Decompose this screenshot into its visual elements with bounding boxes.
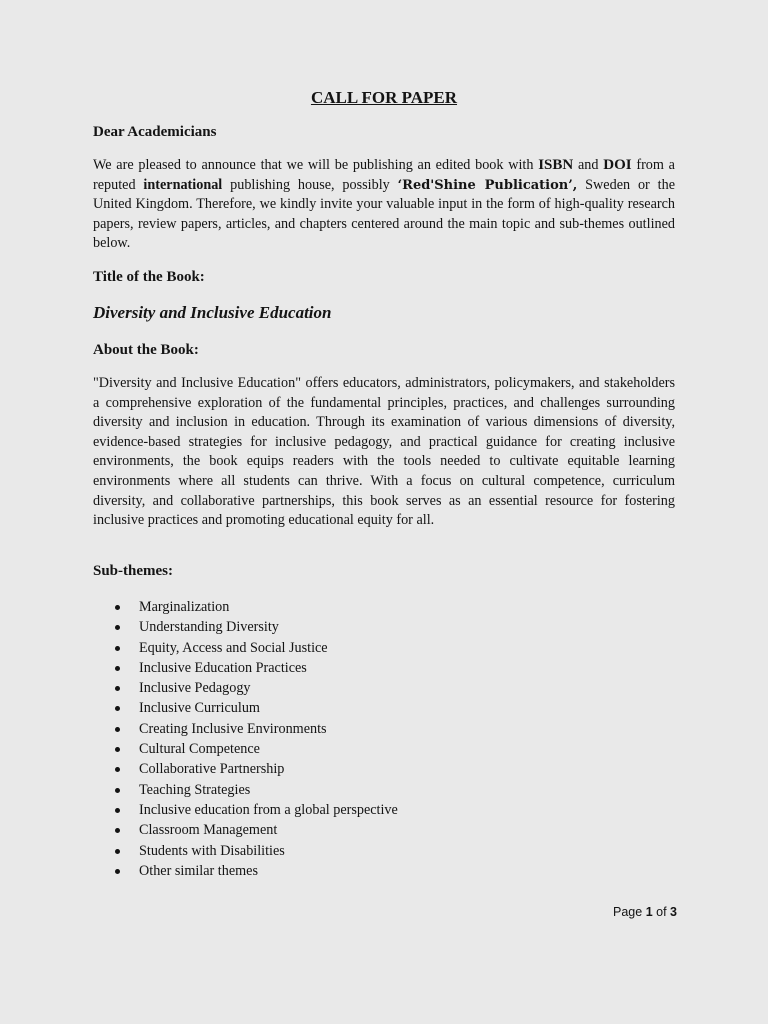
list-item (115, 800, 398, 820)
publisher-name: ‘Red'Shine Publication’, (397, 177, 578, 193)
list-item (115, 658, 398, 678)
list-item (115, 780, 398, 800)
intro-text-5: Sweden or the United Kingdom. Therefore, we kindly invite your valuable input in the form of high-quality research papers, review papers, articles, and chapters centered around the main topic and sub-themes outlined below. (93, 176, 675, 252)
page-number (613, 905, 677, 919)
bullet-icon (115, 767, 120, 772)
subtheme-label: Other similar themes (139, 862, 258, 879)
subtheme-label: Creating Inclusive Environments (139, 720, 327, 737)
intro-text-2: and (573, 157, 604, 173)
subtheme-label: Inclusive Education Practices (139, 659, 307, 676)
isbn-text: ISBN (538, 157, 574, 173)
bullet-icon (115, 686, 120, 691)
subtheme-label: Inclusive Curriculum (139, 700, 260, 717)
about-heading: About the Book: (93, 342, 199, 358)
bullet-icon (115, 625, 120, 630)
subtheme-label: Classroom Management (139, 822, 278, 839)
bullet-icon (115, 869, 120, 874)
international-text: international (143, 176, 223, 193)
list-item (115, 861, 398, 881)
subthemes-heading: Sub-themes: (93, 563, 174, 579)
list-item (115, 739, 398, 759)
bullet-icon (115, 747, 120, 752)
total-pages: 3 (670, 905, 677, 919)
bullet-icon (115, 605, 120, 610)
page-word: Page (613, 905, 643, 919)
title-heading: Title of the Book: (93, 269, 205, 285)
greeting: Dear Academicians (93, 124, 217, 140)
bullet-icon (115, 646, 120, 651)
subtheme-label: Inclusive education from a global perspective (139, 801, 398, 818)
bullet-icon (115, 666, 120, 671)
list-item (115, 617, 398, 637)
subtheme-label: Marginalization (139, 599, 230, 615)
document-title: CALL FOR PAPER (310, 88, 458, 107)
list-item (115, 841, 398, 861)
bullet-icon (115, 788, 120, 793)
intro-text-1: We are pleased to announce that we will be publishing an edited book with (93, 157, 539, 173)
subtheme-label: Understanding Diversity (139, 619, 279, 636)
intro-text-4: publishing house, possibly (222, 176, 398, 193)
subthemes-list (115, 597, 398, 881)
intro-paragraph (93, 156, 675, 254)
list-item (115, 759, 398, 779)
subtheme-label: Inclusive Pedagogy (139, 680, 251, 697)
subtheme-label: Cultural Competence (139, 741, 260, 758)
list-item (115, 638, 398, 658)
doi-text: DOI (603, 157, 632, 173)
list-item (115, 678, 398, 698)
book-title: Diversity and Inclusive Education (93, 303, 332, 322)
intro-text-3: from a reputed (93, 157, 675, 193)
bullet-icon (115, 808, 120, 813)
bullet-icon (115, 727, 120, 732)
bullet-icon (115, 849, 120, 854)
bullet-icon (115, 828, 120, 833)
subtheme-label: Students with Disabilities (139, 842, 285, 859)
list-item (115, 698, 398, 718)
subtheme-label: Teaching Strategies (139, 781, 251, 798)
current-page: 1 (645, 905, 653, 919)
list-item (115, 597, 398, 617)
of-word: of (656, 905, 667, 919)
bullet-icon (115, 706, 120, 711)
about-paragraph: "Diversity and Inclusive Education" offers educators, administrators, policymakers, and stakeholders a comprehensive exploration of the fundamental principles, practices, and challenges surrounding diversity and inclusion in education. Through its examination of various dimensions of diversity, evidence-based strategies for inclusive pedagogy, and practical guidance for creating inclusive environments, the book equips readers with the tools needed to cultivate equitable learning environments where all students can thrive. With a focus on cultural competence, curriculum diversity, and collaborative partnerships, this book serves as an essential resource for fostering inclusive practices and promoting educational equity for all. (93, 375, 675, 529)
subtheme-label: Collaborative Partnership (139, 761, 285, 778)
list-item (115, 719, 398, 739)
list-item (115, 820, 398, 840)
subtheme-label: Equity, Access and Social Justice (139, 639, 328, 656)
